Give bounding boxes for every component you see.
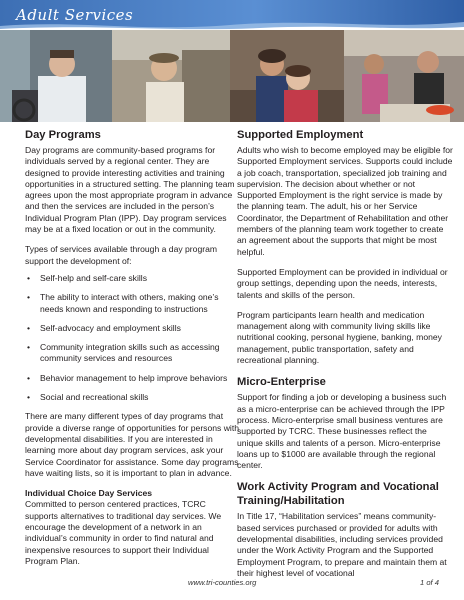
work-activity-paragraph: In Title 17, “Habilitation services” means community-based services purchased or provided for adults with developmental disabilities, including services provided under the Work Activity Program and the Supported Employment Program, to prepare and maintain them at their highest level of vocational <box>237 511 447 578</box>
list-item: • The ability to interact with others, making one’s needs known and responding to instructions <box>25 292 239 315</box>
list-item: • Self-help and self-care skills <box>25 273 239 284</box>
photo-strip <box>0 30 464 122</box>
list-item: • Self-advocacy and employment skills <box>25 323 239 334</box>
day-programs-heading: Day Programs <box>25 129 101 141</box>
two-women-hugging-photo <box>230 30 344 122</box>
man-in-wheelchair-photo <box>0 30 112 122</box>
older-man-smiling-photo <box>112 30 230 122</box>
page-number: 1 of 4 <box>420 578 439 587</box>
micro-enterprise-heading: Micro-Enterprise <box>237 376 326 389</box>
list-item: • Behavior management to help improve behaviors <box>25 373 239 384</box>
supported-employment-heading: Supported Employment <box>237 129 364 141</box>
day-programs-paragraph: Day programs are community-based programs for individuals served by a regional center. They are designed to provide interesting activities and training opportunities in a structured setting. The planning team agrees upon the most appropriate program in advance and then the services are included in the person’s Individual Program Plan (IPP). Day program services may be at a fixed location or out in the community. <box>25 145 235 235</box>
supported-employment-paragraph-2: Supported Employment can be provided in individual or group settings, depending upon the needs, interests, talents and skills of the person. <box>237 266 448 300</box>
individual-choice-paragraph: Committed to person centered practices, TCRC supports alternatives to traditional day services. We encourage the development of a network in an individual’s community in order to find natural and inexpensive resources to support their Individual Program Plan. <box>25 499 222 566</box>
micro-enterprise-paragraph: Support for finding a job or developing a business such as a micro-enterprise can be achieved through the IPP process. Micro-enterprise small business ventures are supported by TCRC. These businesses reflect the unique skills and talents of a person. Micro-enterprise loans up to $1000 are available through the regional center. <box>237 392 447 471</box>
list-item: • Community integration skills such as accessing community services and resources <box>25 342 239 365</box>
support-bullet-list <box>25 273 239 403</box>
supported-employment-paragraph-1: Adults who wish to become employed may be eligible for Supported Employment services. Supports could include a job coach, transportation, specialized job training and supervision. The decision about whether or not Supported Employment is the right service is made by the planning team. The adult, his or her Service Coordinator, the Department of Rehabilitation and other members of the planning team work together to create an agreement about the supports that might be most helpful. <box>237 145 453 257</box>
section-title: Adult Services <box>16 6 134 24</box>
supported-employment-paragraph-3: Program participants learn health and medication management along with community living skills like nutritional cooking, personal hygiene, banking, money management, public transportation, safety and recreational planning. <box>237 309 442 366</box>
women-cooking-photo <box>344 30 464 122</box>
individual-choice-heading: Individual Choice Day Services <box>25 488 153 499</box>
header-banner <box>0 0 464 122</box>
footer-website-link[interactable]: www.tri-counties.org <box>188 578 257 587</box>
left-column <box>25 128 239 576</box>
types-intro-paragraph: Types of services available through a day program support the development of: <box>25 244 218 266</box>
work-activity-heading: Work Activity Program and Vocational Training/Habilitation <box>237 481 439 508</box>
right-column <box>237 128 453 588</box>
list-item: • Social and recreational skills <box>25 392 239 403</box>
day-program-types-paragraph: There are many different types of day programs that provide a diverse range of opportunities for persons with developmental disabilities. If you are interested in learning more about day program services, ask your Service Coordinator for assistance. Some day programs have waiting lists, so it is important to plan in advance. <box>25 411 240 478</box>
